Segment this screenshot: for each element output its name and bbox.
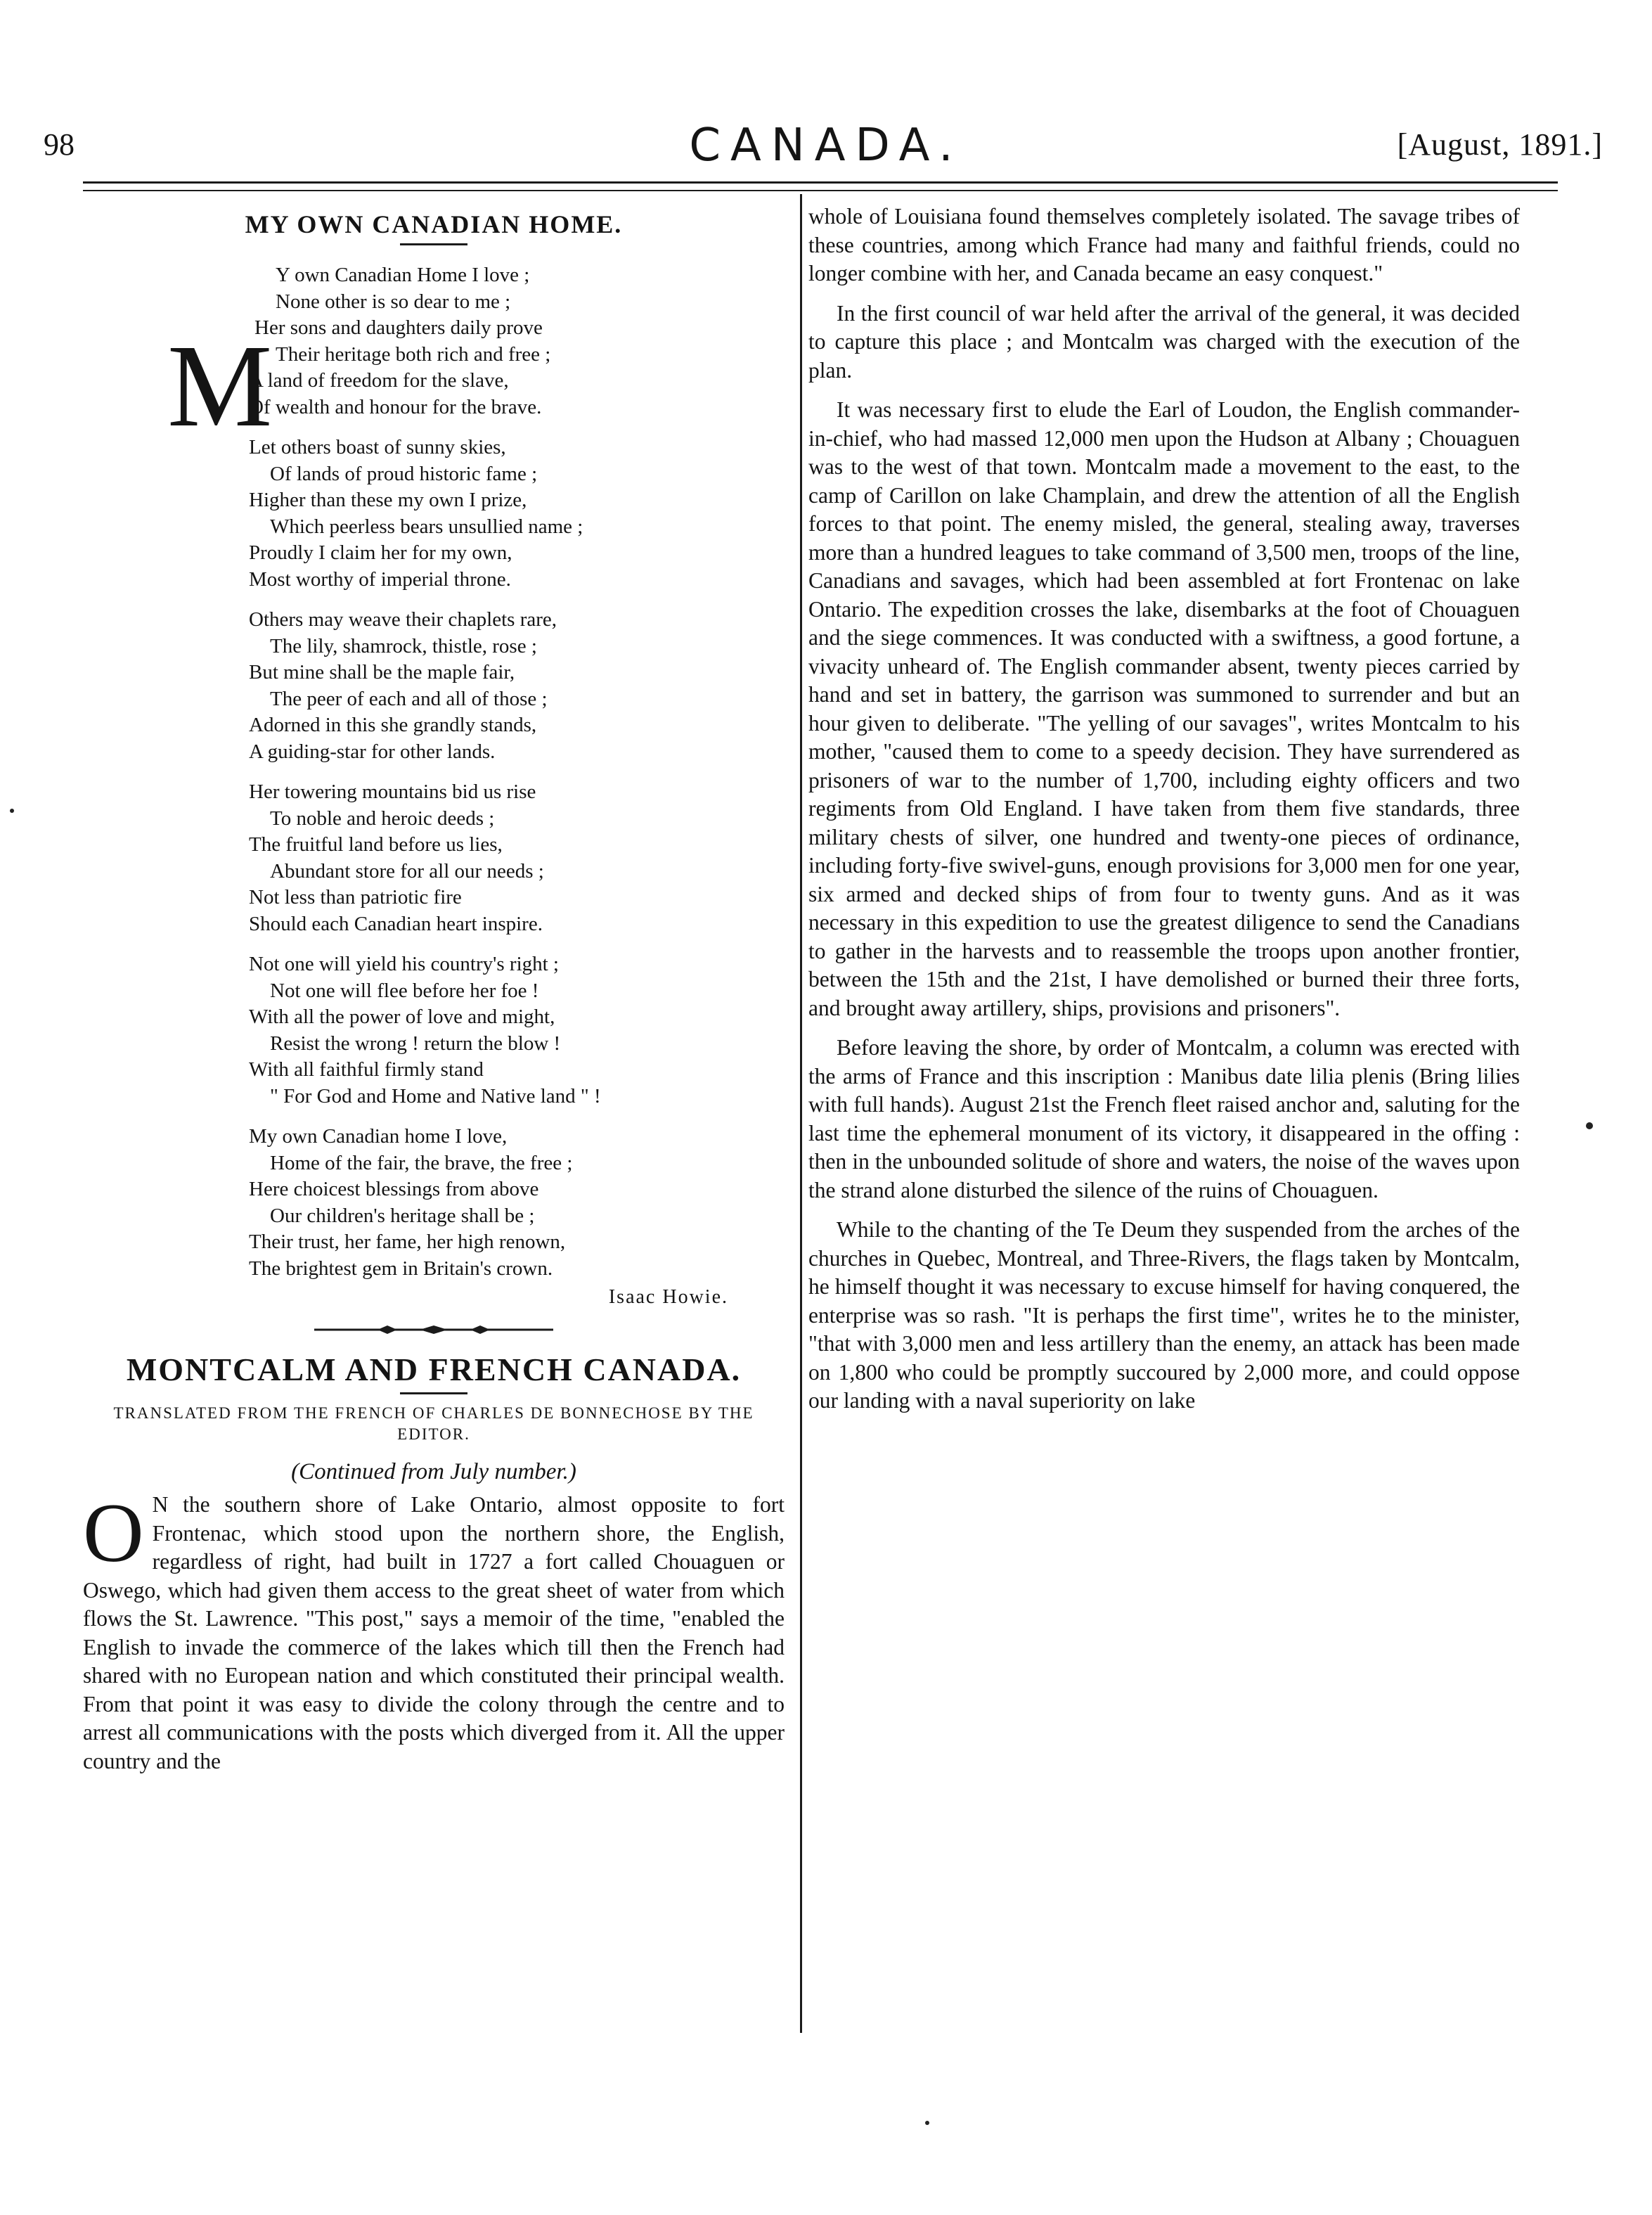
article-paragraph: Before leaving the shore, by order of Montcalm, a column was erected with the arms of France and this inscription : Manibus date lilia plenis (Bring lilies with full hands). August 21st the French fleet raised anchor and, saluting for the last time the ephemeral monument of its victory, it disappeared in the offing : then in the unbounded solitude of shore and waters, the noise of the waves upon the strand alone disturbed the silence of the ruins of Chouaguen. [808,1035,1520,1202]
column-divider [800,194,802,2033]
poem-title: MY OWN CANADIAN HOME. [245,210,623,238]
poem-line: Here choicest blessings from above [249,1178,539,1200]
poem-line: Not less than patriotic fire [249,886,462,909]
poem-line: The peer of each and all of those ; [270,687,548,710]
article-paragraph: N the southern shore of Lake Ontario, almost opposite to fort Frontenac, which stood upon the northern shore, the English, regardless of right, had built in 1727 a fort called Chouaguen or Oswego, which had given them access to the great sheet of water from which flows the St. Lawrence. "This post," says a memoir of the time, "enabled the English to invade the commerce of the lakes which till then the French had shared with no European nation and which constituted their principal wealth. From that point it was easy to divide the colony through the centre and to arrest all communications with the posts which diverged from it. All the upper country and the [83,1492,785,1773]
poem-line: With all faithful firmly stand [249,1058,484,1081]
poem-line: With all the power of love and might, [249,1006,555,1028]
poem-line: Y own Canadian Home I love ; [276,264,530,286]
poem-line: Which peerless bears unsullied name ; [270,515,583,538]
scan-speck [10,809,14,813]
article-title-rule [400,1392,467,1394]
stanza-4 [249,779,785,937]
stanza-3 [249,607,785,765]
article-drop-cap: O [83,1486,144,1579]
poem-line: But mine shall be the maple fair, [249,661,515,683]
article-paragraph: whole of Louisiana found themselves completely isolated. The savage tribes of these countries, among which France had many and faithful friends, could no longer combine with her, and Canada became an easy conquest." [808,204,1520,285]
poem-line: Not one will flee before her foe ! [270,979,539,1002]
poem-line: The fruitful land before us lies, [249,833,503,856]
title-rule [400,243,467,245]
issue-date: [August, 1891.] [1397,127,1603,162]
poem-line: A land of freedom for the slave, [249,369,509,392]
poem-line: Our children's heritage shall be ; [270,1204,535,1227]
poem-line: Not one will yield his country's right ; [249,953,559,975]
poem-line: The lily, shamrock, thistle, rose ; [270,634,537,657]
ornament-divider [314,1325,553,1334]
poem-line: Abundant store for all our needs ; [270,859,544,882]
poem-author: Isaac Howie. [608,1286,728,1308]
poem-line: My own Canadian home I love, [249,1125,508,1148]
article-paragraph: In the first council of war held after the arrival of the general, it was decided to capture this place ; and Montcalm was charged with the execution of the plan. [808,300,1520,383]
poem-line: None other is so dear to me ; [276,290,511,313]
article-paragraph: It was necessary first to elude the Earl of Loudon, the English commander-in-chief, who had massed 12,000 men upon the Hudson at Albany ; Chouaguen was to the west of that town. Montcalm made a movement to the east, to the camp of Carillon on lake Champlain, and drew the attention of all the English forces to that point. The enemy misled, the general, stealing away, traverses more than a hundred leagues to take command of 3,500 men, troops of the line, Canadians and savages, which had been assembled at fort Frontenac on lake Ontario. The expedition crosses the lake, disembarks at the foot of Chouaguen and the siege commences. It was conducted with a swiftness, a good fortune, a vivacity unheard of. The English commander absent, twenty pieces carried by hand and set in battery, the garrison was summoned to surrender and but an hour given to deliberate. "The yelling of our savages", writes Montcalm to his mother, "caused them to come to a speedy decision. They have surrendered as prisoners of war to the number of 1,700, including eighty officers and two regiments from Old England. I have taken from them five standards, three military chests of silver, one hundred and twenty-one pieces of ordinance, including forty-five swivel-guns, enough provisions for 3,000 men for one year, six armed and decked ships of from four to twenty guns. And as it was necessary in this expedition to use the greatest diligence to send the Canadians to gather in the harvests and to reassemble the troops upon another frontier, between the 15th and the 21st, I have demolished or burned their three forts, and brought away artillery, ships, provisions and prisoners". [808,397,1520,1020]
stanza-2 [249,435,785,593]
poem-line: A guiding-star for other lands. [249,740,496,763]
poem-line: Home of the fair, the brave, the free ; [270,1151,573,1174]
poem-line: Let others boast of sunny skies, [249,436,506,458]
header-rule-bottom [83,190,1558,191]
poem-line: Others may weave their chaplets rare, [249,608,557,631]
article-body-right [808,203,1520,1415]
journal-title: CANADA. [689,120,963,172]
header-rule-top [83,181,1558,184]
article-subtitle: TRANSLATED FROM THE FRENCH OF CHARLES DE BONNECHOSE BY THE EDITOR. [113,1404,754,1443]
article-body-left [83,1486,785,1776]
article-title: MONTCALM AND FRENCH CANADA. [126,1352,742,1387]
left-column [83,203,785,1776]
poem-line: " For God and Home and Native land " ! [270,1084,601,1108]
stanza-1 [249,262,785,420]
scan-speck [1586,1122,1593,1129]
poem-line: Most worthy of imperial throne. [249,567,511,591]
poem-line: Of lands of proud historic fame ; [270,462,538,485]
right-column [808,203,1520,1427]
poem-line: Their heritage both rich and free ; [276,342,551,366]
poem-line: Higher than these my own I prize, [249,489,527,511]
stanza-6 [249,1124,785,1282]
poem-line: Her sons and daughters daily prove [254,316,543,339]
poem-line: Her towering mountains bid us rise [249,781,536,803]
page-header [0,120,1652,176]
scan-speck [925,2121,929,2125]
page-number: 98 [44,127,75,162]
poem-line: Of wealth and honour for the brave. [249,395,542,418]
continued-note: (Continued from July number.) [291,1459,576,1484]
poem-line: Adorned in this she grandly stands, [249,714,537,736]
stanza-5 [249,951,785,1110]
poem-line: To noble and heroic deeds ; [270,807,495,830]
poem-line: Resist the wrong ! return the blow ! [270,1032,561,1055]
poem-line: Should each Canadian heart inspire. [249,912,543,935]
poem-body [249,262,785,1282]
poem-line: Proudly I claim her for my own, [249,541,512,564]
poem-line: The brightest gem in Britain's crown. [249,1257,553,1280]
poem-drop-cap: M [167,321,273,451]
poem-block [83,262,785,1282]
article-paragraph: While to the chanting of the Te Deum they suspended from the arches of the churches in Quebec, Montreal, and Three-Rivers, the flags taken by Montcalm, he himself thought it was necessary to excuse himself for having conquered, the enterprise was so rash. "It is perhaps the first time", writes he to the minister, "that with 3,000 men and less artillery than the enemy, an attack has been made on 1,800 who could be promptly succoured by 2,000 more, and could oppose our landing with a naval superiority on lake [808,1217,1520,1413]
poem-line: Their trust, her fame, her high renown, [249,1231,566,1253]
